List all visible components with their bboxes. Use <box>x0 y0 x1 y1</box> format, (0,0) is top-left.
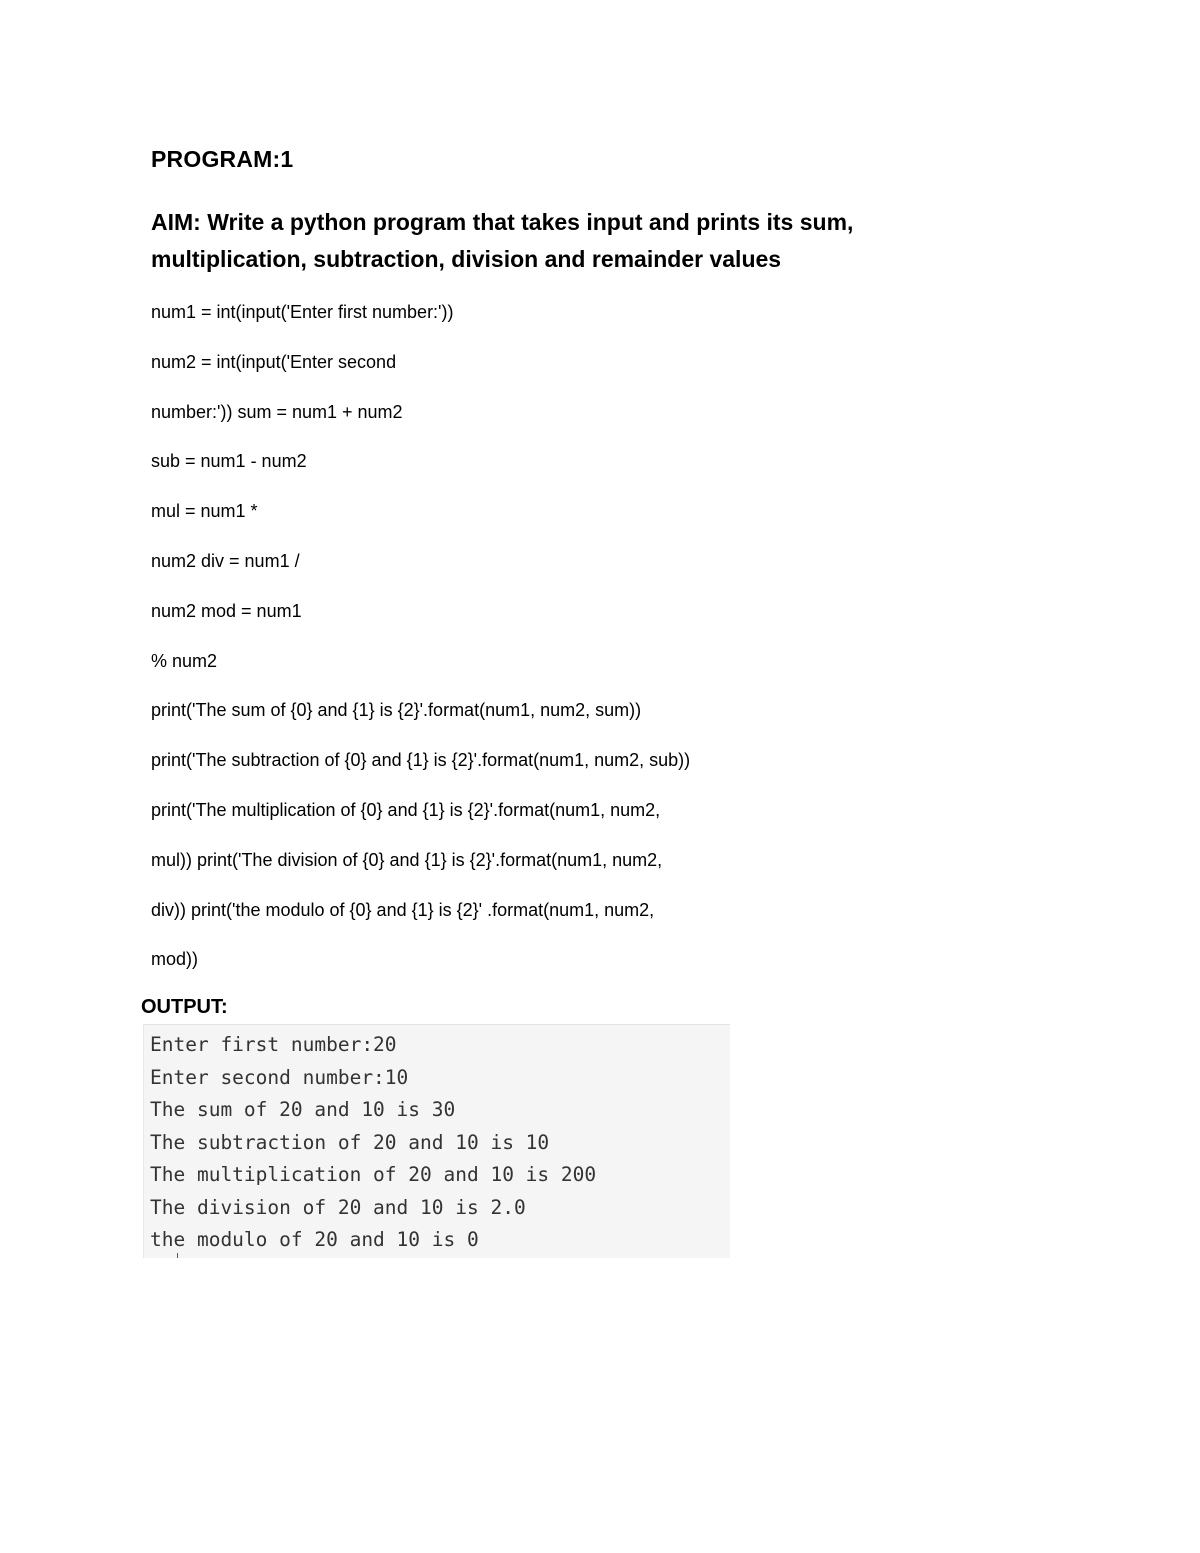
code-line: print('The sum of {0} and {1} is {2}'.format(num1, num2, sum)) <box>151 700 642 721</box>
code-line: num1 = int(input('Enter first number:')) <box>151 302 454 322</box>
console-line: The multiplication of 20 and 10 is 200 <box>150 1163 597 1186</box>
code-line: number:')) sum = num1 + num2 <box>151 401 403 422</box>
code-line: sub = num1 - num2 <box>151 451 307 472</box>
aim-line: multiplication, subtraction, division and remainder values <box>151 246 782 272</box>
code-line: num2 = int(input('Enter second <box>151 351 397 372</box>
code-line: num2 div = num1 / <box>151 550 300 571</box>
text-cursor <box>177 1253 178 1258</box>
program-title: PROGRAM:1 <box>151 146 294 172</box>
code-line: print('The multiplication of {0} and {1} is {2}'.format(num1, num2, <box>151 799 661 820</box>
aim-heading <box>151 204 951 278</box>
console-line: The division of 20 and 10 is 2.0 <box>150 1195 526 1219</box>
console-line: Enter second number:10 <box>150 1065 409 1089</box>
console-line: Enter first number:20 <box>150 1033 397 1056</box>
output-label: OUTPUT: <box>141 996 228 1018</box>
code-line: print('The subtraction of {0} and {1} is {2}'.format(num1, num2, sub)) <box>151 750 691 771</box>
source-code <box>151 300 690 997</box>
console-line: The sum of 20 and 10 is 30 <box>150 1098 456 1121</box>
console-output-screenshot <box>143 1024 730 1258</box>
code-line: num2 mod = num1 <box>151 600 302 621</box>
console-line: The subtraction of 20 and 10 is 10 <box>150 1130 550 1154</box>
code-line: mul = num1 * <box>151 501 258 522</box>
console-lines <box>144 1025 730 1257</box>
code-line: % num2 <box>151 650 218 671</box>
code-line: mod)) <box>151 949 199 970</box>
console-line: the modulo of 20 and 10 is 0 <box>150 1228 479 1251</box>
code-line: div)) print('the modulo of {0} and {1} is {2}' .format(num1, num2, <box>151 899 655 920</box>
code-line: mul)) print('The division of {0} and {1} is {2}'.format(num1, num2, <box>151 849 663 870</box>
aim-line: AIM: Write a python program that takes input and prints its sum, <box>151 209 854 235</box>
